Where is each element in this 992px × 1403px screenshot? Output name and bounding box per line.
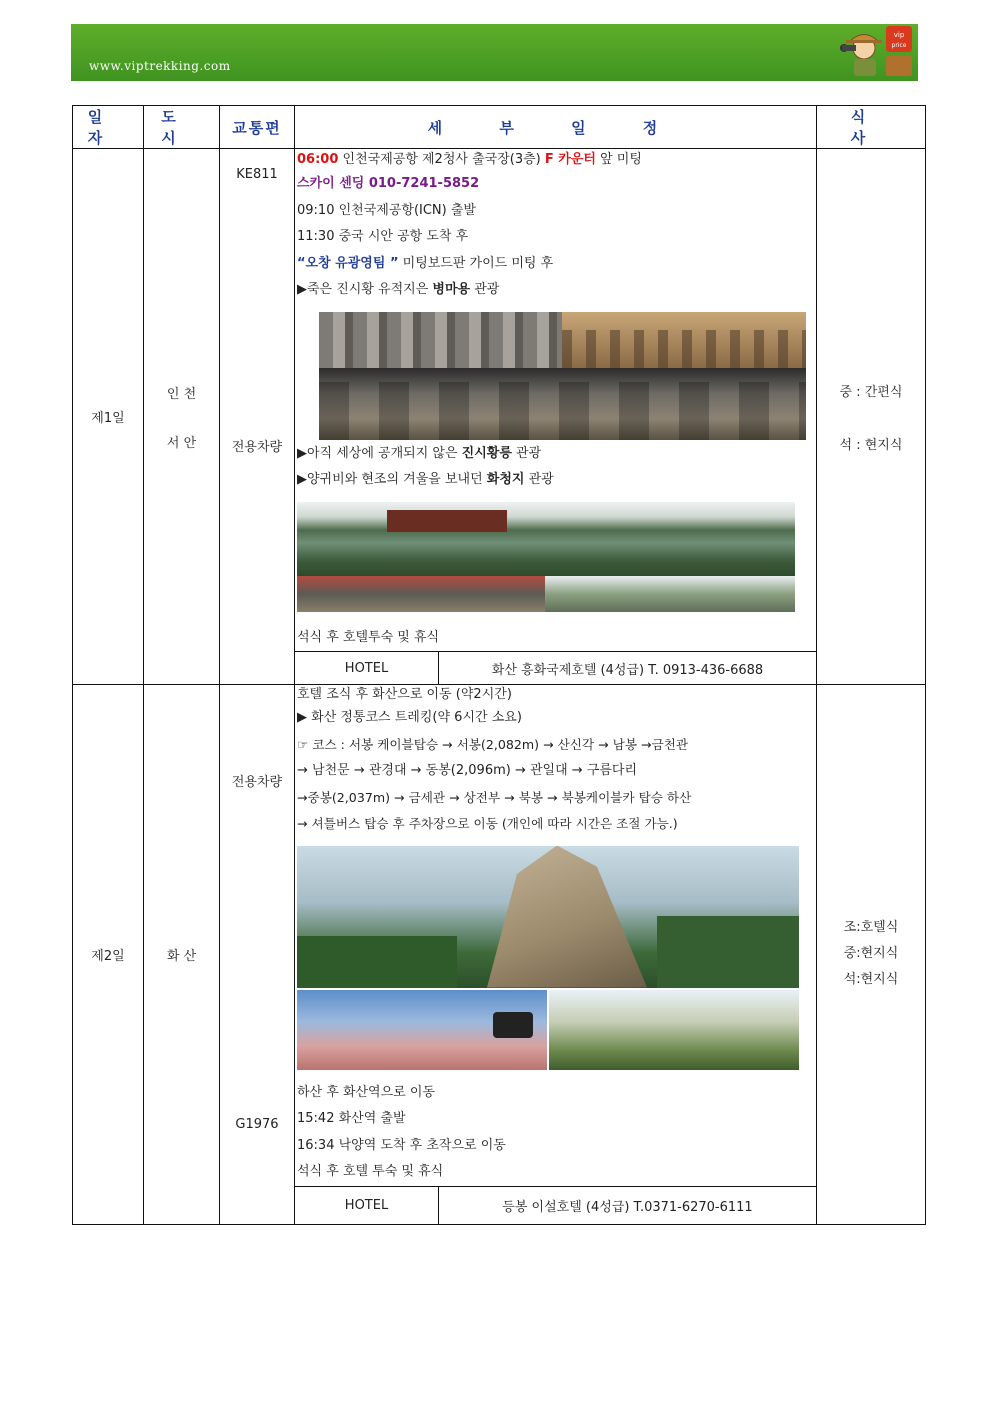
day1-line6-b: 병마용 [432,282,471,297]
col-header-meal: 식 사 [817,106,926,149]
day1-line6-c: 관광 [470,282,500,297]
mount-hua-photo [297,846,799,1070]
day2-hotel-value: 등봉 이설호텔 (4성급) T.0371-6270-6111 [502,1199,753,1215]
day1-line5-rest: 미팅보드판 가이드 미팅 후 [398,255,554,271]
day2-line2: ▶ 화산 정통코스 트레킹(약 6시간 소요) [297,710,522,725]
itinerary-table [72,105,926,1225]
day1-transport-cell [220,149,295,685]
day1-hotel-row [295,651,816,684]
logo-badge-1: vip [893,31,905,39]
day1-city-cell [144,149,220,685]
day1-meal-cell [817,149,926,685]
day2-line10: 석식 후 호텔 투숙 및 휴식 [297,1164,444,1179]
day2-train: G1976 [235,1117,279,1132]
day1-hotel-label: HOTEL [295,652,439,684]
day2-city: 화 산 [144,685,220,1225]
day2-transport-cell [220,685,295,1225]
day1-line5 [295,251,816,278]
day1-line3: 09:10 인천국제공항(ICN) 출발 [297,202,476,218]
day1-line7-b: 진시황릉 [461,445,512,461]
day1-line2: 스카이 센딩 010-7241-5852 [297,176,480,191]
day2-meal-lunch: 중:현지식 [843,946,899,962]
day2-line8: 15:42 화산역 출발 [297,1111,406,1126]
day1-line1-time: 06:00 [297,152,339,167]
day1-line1-a: 인천국제공항 제2청사 출국장(3층) [338,152,545,167]
day1-city-to: 서 안 [166,435,197,451]
day2-line9: 16:34 낙양역 도착 후 초작으로 이동 [297,1137,506,1153]
day2-hotel-label: HOTEL [295,1187,439,1224]
day1-line4: 11:30 중국 시안 공항 도착 후 [297,229,469,244]
day1-line9: 석식 후 호텔투숙 및 휴식 [297,629,440,645]
day1-line5-team: “오창 유광영팀 ” [297,255,399,271]
day1-line1-b: 앞 미팅 [595,152,642,167]
col-header-date: 일 자 [73,106,144,149]
day2-meal-breakfast: 조:호텔식 [843,920,899,936]
day2-date: 제2일 [73,685,144,1225]
day2-line4: → 남천문 → 관경대 → 동봉(2,096m) → 관일대 → 구름다리 [297,763,638,778]
logo-badge-2: price [891,42,907,49]
day2-line6: → 셔틀버스 탑승 후 주차장으로 이동 (개인에 따라 시간은 조절 가능.) [297,816,678,831]
day2-meal-cell [817,685,926,1225]
day2-line1: 호텔 조식 후 화산으로 이동 (약2시간) [297,687,512,702]
day1-city-from: 인 천 [166,386,197,402]
day1-line8-a: ▶양귀비와 현조의 겨울을 보내던 [297,472,487,487]
day1-line1-counter: F 카운터 [544,152,596,167]
day2-line5: →중봉(2,037m) → 금세관 → 상전부 → 북봉 → 북봉케이블카 탑승 하산 [297,789,692,805]
day2-vehicle: 전용차량 [231,775,283,790]
day1-line6 [295,277,816,304]
col-header-city: 도 시 [144,106,220,149]
day2-meal-dinner: 석:현지식 [843,972,899,988]
day2-row [73,685,926,1225]
day1-hotel-value: 화산 흥화국제호텔 (4성급) T. 0913-436-6688 [491,662,764,678]
day1-line8-c: 관광 [524,472,554,487]
day1-line7-a: ▶아직 세상에 공개되지 않은 [297,445,462,461]
day1-row [73,149,926,685]
mascot-logo-icon [836,26,914,78]
day1-meal-dinner: 석 : 현지식 [839,437,903,453]
site-url[interactable]: www.viptrekking.com [89,59,231,73]
col-header-detail: 세 부 일 정 [295,106,817,149]
terracotta-photo [319,312,806,440]
day2-hotel-row [295,1186,816,1224]
day1-line6-a: ▶죽은 진시황 유적지은 [297,282,433,297]
day2-detail-cell [295,685,817,1225]
huaqing-palace-photo [297,502,795,612]
col-header-transport: 교통편 [220,106,295,149]
table-header-row [73,106,926,149]
day1-line8 [295,467,816,494]
day1-line7 [295,441,816,468]
day2-line3: ☞ 코스 : 서봉 케이블탑승 → 서봉(2,082m) → 산신각 → 남봉 →금천관 [297,736,689,752]
day1-date: 제1일 [73,149,144,685]
day1-line1 [295,149,816,171]
header-banner [71,24,918,81]
day1-detail-cell [295,149,817,685]
day1-flight: KE811 [236,167,278,182]
day2-line7: 하산 후 화산역으로 이동 [297,1084,435,1100]
day1-line8-b: 화청지 [486,472,525,487]
day1-meal-lunch: 중 : 간편식 [839,384,903,400]
day1-vehicle: 전용차량 [231,440,283,455]
day1-line7-c: 관광 [511,445,542,461]
